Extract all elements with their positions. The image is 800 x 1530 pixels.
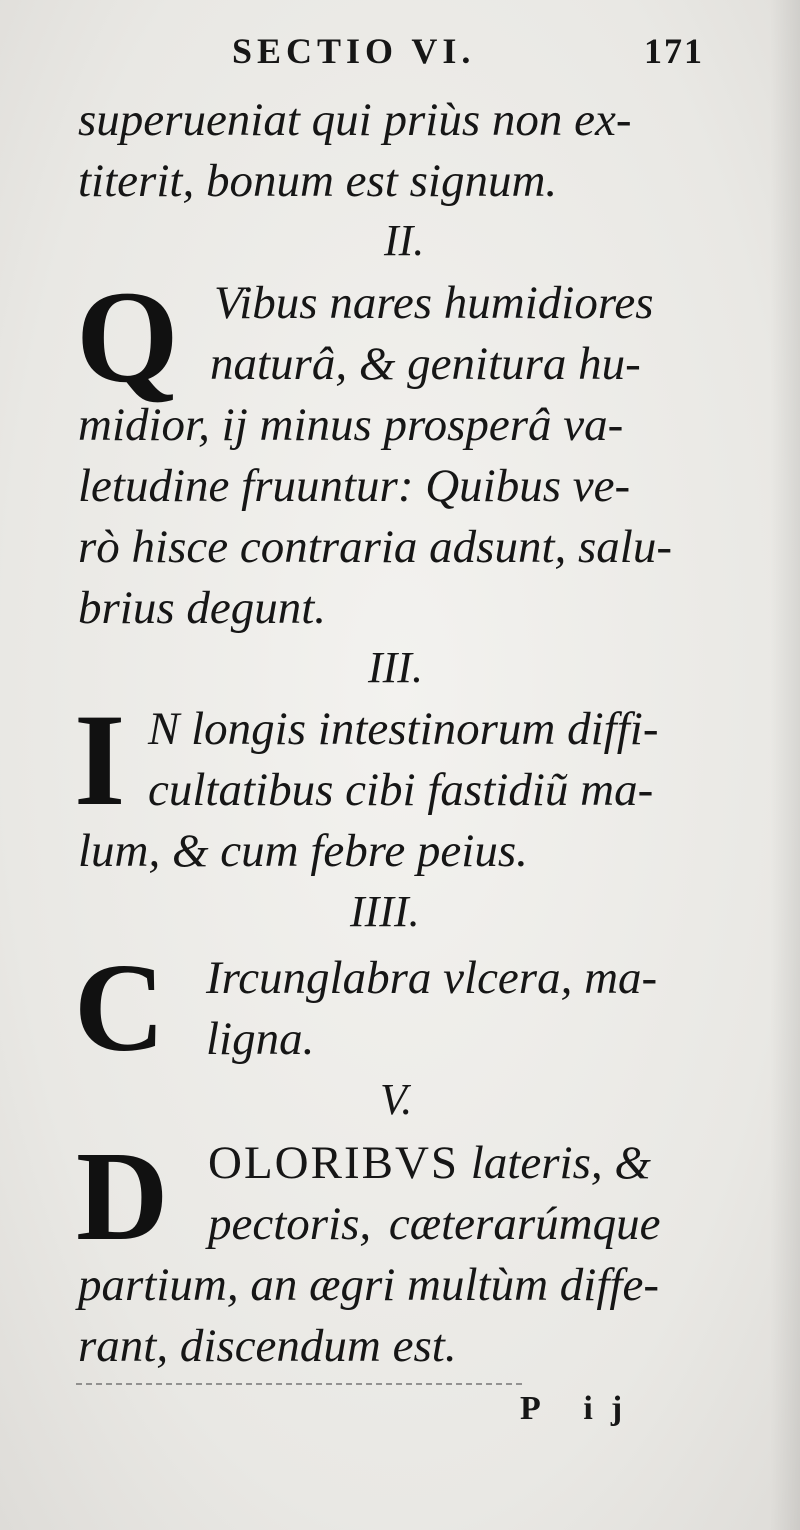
aphorism-line: rò hisce contraria adsunt, salu- [78, 521, 673, 573]
aphorism-line: letudine fruuntur: Quibus ve- [78, 460, 631, 512]
page-edge-shadow [770, 0, 800, 1530]
signature-mark: P ij [520, 1390, 641, 1427]
aphorism-number: II. [384, 216, 425, 265]
aphorism-line: cultatibus cibi fastidiũ ma- [148, 764, 654, 816]
drop-cap: Q [76, 263, 179, 410]
line-text: lateris, & [459, 1137, 651, 1189]
drop-cap: I [74, 686, 126, 833]
drop-cap: C [74, 939, 165, 1078]
aphorism-line: N longis intestinorum diffi- [148, 703, 659, 755]
continuation-line: titerit, bonum est signum. [78, 155, 558, 207]
aphorism-line: Vibus nares humidiores [214, 277, 654, 329]
running-head: SECTIO VI. [232, 31, 476, 71]
aphorism-line [208, 1137, 651, 1189]
drop-cap: D [76, 1125, 169, 1267]
aphorism-line: ligna. [206, 1013, 315, 1065]
aphorism-line: partium, an ægri multùm diffe- [78, 1259, 659, 1311]
aphorism-line: pectoris, cæterarúmque [208, 1198, 661, 1250]
page-header [0, 24, 800, 74]
aphorism-line: rant, discendum est. [78, 1320, 457, 1372]
aphorism-line: midior, ij minus prosperâ va- [78, 399, 624, 451]
aphorism-line: lum, & cum febre peius. [78, 825, 528, 877]
continuation-line: superueniat qui priùs non ex- [78, 94, 632, 146]
aphorism-line: naturâ, & genitura hu- [210, 338, 641, 390]
aphorism-number: III. [368, 643, 423, 692]
dashed-rule [76, 1383, 522, 1385]
aphorism-line: brius degunt. [78, 582, 327, 634]
aphorism-line: Ircunglabra vlcera, ma- [206, 952, 658, 1004]
small-caps-lead: OLORIBVS [208, 1137, 460, 1189]
aphorism-number: V. [380, 1075, 413, 1124]
page-number: 171 [644, 31, 704, 71]
aphorism-number: IIII. [350, 887, 420, 936]
